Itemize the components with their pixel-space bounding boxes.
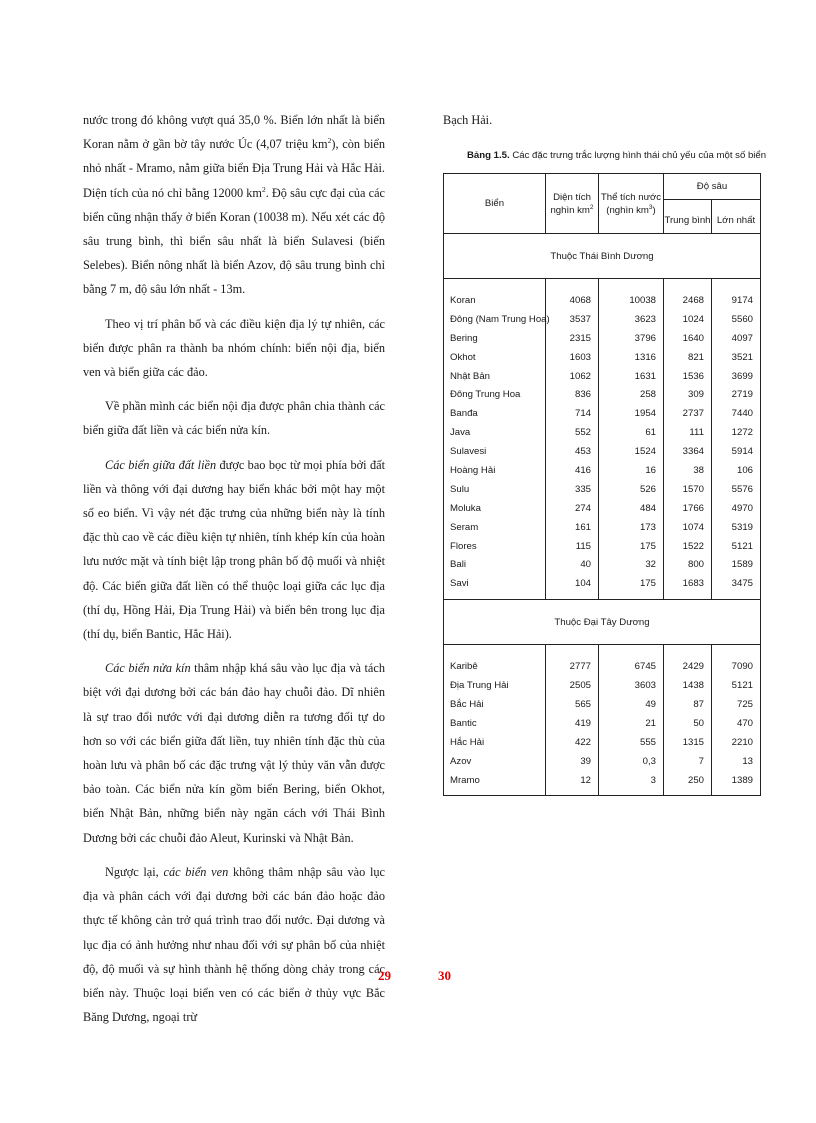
value-cell: 419 (546, 714, 599, 733)
value-cell: 470 (712, 714, 761, 733)
table-row (444, 367, 761, 386)
value-cell: 565 (546, 695, 599, 714)
value-cell: 800 (664, 555, 712, 574)
continuation-text: Bạch Hải. (443, 113, 493, 127)
value-cell: 309 (664, 385, 712, 404)
value-cell: 6745 (599, 657, 664, 676)
header-sea: Biển (444, 174, 546, 234)
table-row (444, 676, 761, 695)
sea-name-cell: Okhot (444, 348, 546, 367)
value-cell: 13 (712, 752, 761, 771)
value-cell: 4970 (712, 499, 761, 518)
value-cell: 274 (546, 499, 599, 518)
value-cell: 9174 (712, 291, 761, 310)
value-cell: 115 (546, 537, 599, 556)
table-row (444, 555, 761, 574)
value-cell: 5319 (712, 518, 761, 537)
value-cell: 1683 (664, 574, 712, 593)
value-cell: 61 (599, 423, 664, 442)
value-cell: 1766 (664, 499, 712, 518)
header-area: Diện tích nghìn $km^2$ (546, 174, 599, 234)
value-cell: 2468 (664, 291, 712, 310)
value-cell: 7 (664, 752, 712, 771)
value-cell: 2210 (712, 733, 761, 752)
table-row (444, 537, 761, 556)
value-cell: 12 (546, 771, 599, 790)
paragraph-1: nước trong đó không vượt quá 35,0 %. Biển lớn nhất là biển Koran nằm ở gần bờ tây nước Úc (4,07 triệu $km^2$), còn biển nhỏ nhất - Mramo, nằm giữa biển Địa Trung Hải và Hắc Hải. Diện tích của nó chỉ bằng 12000 $km^2$. Độ sâu cực đại của các biển cũng nhận thấy ở biển Koran (10038 m). Nếu xét các độ sâu trung bình, thì biển sâu nhất là biển Sulavesi (biển Selebes). Biển nông nhất là biển Azov, độ sâu trung bình chỉ bằng 7 m, độ sâu lớn nhất - 13m. (83, 113, 386, 297)
value-cell: 3475 (712, 574, 761, 593)
table-row (444, 518, 761, 537)
value-cell: 1024 (664, 310, 712, 329)
value-cell: 1074 (664, 518, 712, 537)
table-row (444, 329, 761, 348)
sea-name-cell: Mramo (444, 771, 546, 790)
table-row (444, 574, 761, 593)
sea-name-cell: Bali (444, 555, 546, 574)
value-cell: 1640 (664, 329, 712, 348)
value-cell: 1570 (664, 480, 712, 499)
header-depth-avg: Trung bình (664, 200, 712, 234)
table-body-atlantic (444, 600, 761, 796)
table-row (444, 480, 761, 499)
table-row (444, 714, 761, 733)
sea-name-cell: Sulu (444, 480, 546, 499)
value-cell: 453 (546, 442, 599, 461)
sea-name-cell: Bantic (444, 714, 546, 733)
sea-name-cell: Bắc Hải (444, 695, 546, 714)
value-cell: 2429 (664, 657, 712, 676)
group-pacific: Thuộc Thái Bình Dương (444, 234, 761, 279)
value-cell: 2777 (546, 657, 599, 676)
value-cell: 2737 (664, 404, 712, 423)
value-cell: 3699 (712, 367, 761, 386)
value-cell: 4097 (712, 329, 761, 348)
table-caption: Bảng 1.5. Các đặc trưng trắc lượng hình thái chủ yếu của một số biển (467, 150, 767, 161)
table-row (444, 310, 761, 329)
value-cell: 1316 (599, 348, 664, 367)
value-cell: 5121 (712, 537, 761, 556)
sea-name-cell: Java (444, 423, 546, 442)
value-cell: 40 (546, 555, 599, 574)
value-cell: 250 (664, 771, 712, 790)
value-cell: 10038 (599, 291, 664, 310)
value-cell: 3623 (599, 310, 664, 329)
value-cell: 2719 (712, 385, 761, 404)
value-cell: 258 (599, 385, 664, 404)
value-cell: 5914 (712, 442, 761, 461)
table-row (444, 404, 761, 423)
table-row (444, 348, 761, 367)
sea-name-cell: Hoàng Hải (444, 461, 546, 480)
sea-name-cell: Bering (444, 329, 546, 348)
value-cell: 7440 (712, 404, 761, 423)
value-cell: 526 (599, 480, 664, 499)
sea-characteristics-table (443, 173, 761, 796)
sea-name-cell: Flores (444, 537, 546, 556)
value-cell: 1954 (599, 404, 664, 423)
value-cell: 1589 (712, 555, 761, 574)
value-cell: 175 (599, 574, 664, 593)
sea-name-cell: Nhật Bản (444, 367, 546, 386)
value-cell: 5121 (712, 676, 761, 695)
table-row (444, 291, 761, 310)
header-volume: Thể tích nước (nghìn $km^3$) (599, 174, 664, 234)
value-cell: 49 (599, 695, 664, 714)
value-cell: 1438 (664, 676, 712, 695)
sea-name-cell: Savi (444, 574, 546, 593)
table-row (444, 461, 761, 480)
value-cell: 1272 (712, 423, 761, 442)
value-cell: 7090 (712, 657, 761, 676)
value-cell: 175 (599, 537, 664, 556)
table-body (444, 234, 761, 600)
table-row (444, 752, 761, 771)
sea-name-cell: Hắc Hải (444, 733, 546, 752)
value-cell: 2505 (546, 676, 599, 695)
value-cell: 3521 (712, 348, 761, 367)
value-cell: 1631 (599, 367, 664, 386)
value-cell: 821 (664, 348, 712, 367)
value-cell: 1603 (546, 348, 599, 367)
value-cell: 1522 (664, 537, 712, 556)
sea-name-cell: Azov (444, 752, 546, 771)
value-cell: 555 (599, 733, 664, 752)
table-row (444, 423, 761, 442)
table-row (444, 442, 761, 461)
value-cell: 21 (599, 714, 664, 733)
value-cell: 3537 (546, 310, 599, 329)
value-cell: 422 (546, 733, 599, 752)
value-cell: 552 (546, 423, 599, 442)
table-row (444, 499, 761, 518)
value-cell: 161 (546, 518, 599, 537)
value-cell: 335 (546, 480, 599, 499)
table-row (444, 385, 761, 404)
value-cell: 106 (712, 461, 761, 480)
sea-name-cell: Đông Trung Hoa (444, 385, 546, 404)
sea-name-cell: Karibê (444, 657, 546, 676)
sea-name-cell: Seram (444, 518, 546, 537)
header-depth: Độ sâu (664, 174, 761, 200)
value-cell: 4068 (546, 291, 599, 310)
table-row (444, 771, 761, 790)
page-number-right: 30 (438, 968, 451, 983)
value-cell: 714 (546, 404, 599, 423)
value-cell: 5576 (712, 480, 761, 499)
value-cell: 3364 (664, 442, 712, 461)
value-cell: 32 (599, 555, 664, 574)
paragraph-3: Về phần mình các biển nội địa được phân chia thành các biển giữa đất liền và các biển nửa kín. (83, 399, 385, 438)
page-number-left: 29 (378, 968, 391, 983)
value-cell: 484 (599, 499, 664, 518)
right-page (443, 108, 767, 796)
table-row (444, 657, 761, 676)
paragraph-5: Các biển nửa kín thâm nhập khá sâu vào lục địa và tách biệt với đại dương bởi các bán đảo hay chuỗi đảo. Dĩ nhiên là sự trao đổi nước với đại dương diễn ra tương đối tự do hơn so với các biển giữa đất liền, tuy nhiên tính đặc thù của hoàn lưu và phân bố các đặc trưng vật lý thủy văn vẫn được bảo toàn. Các biển nửa kín gồm biển Bering, biển Okhot, biển Nhật Bản, những biển này ngăn cách với Thái Bình Dương bởi các chuỗi đảo Aleut, Kurinski và Nhật Bản. (83, 661, 385, 845)
value-cell: 3796 (599, 329, 664, 348)
value-cell: 0,3 (599, 752, 664, 771)
value-cell: 3603 (599, 676, 664, 695)
value-cell: 173 (599, 518, 664, 537)
value-cell: 104 (546, 574, 599, 593)
sea-name-cell: Koran (444, 291, 546, 310)
sea-name-cell: Moluka (444, 499, 546, 518)
header-depth-max: Lớn nhất (712, 200, 761, 234)
value-cell: 50 (664, 714, 712, 733)
value-cell: 16 (599, 461, 664, 480)
paragraph-2: Theo vị trí phân bố và các điều kiện địa lý tự nhiên, các biển được phân ra thành ba nhóm chính: biển nội địa, biển ven và biển giữa các đảo. (83, 316, 385, 380)
value-cell: 1062 (546, 367, 599, 386)
value-cell: 725 (712, 695, 761, 714)
sea-name-cell: Banđa (444, 404, 546, 423)
value-cell: 1389 (712, 771, 761, 790)
left-page-text (83, 108, 385, 1039)
table-row (444, 733, 761, 752)
paragraph-6: Ngược lại, các biển ven không thâm nhập sâu vào lục địa và phân cách với đại dương bởi các bán đảo hoặc đảo thực tế không cản trở quá trình trao đổi nước. Đại dương và lục địa có ảnh hưởng như nhau đối với sự phân bố của nhiệt độ, độ muối và sự hình thành hệ thống dòng chảy trong các biển này. Thuộc loại biển ven có các biển ở thủy vực Bắc Băng Dương, ngoại trừ (83, 864, 386, 1025)
value-cell: 38 (664, 461, 712, 480)
value-cell: 416 (546, 461, 599, 480)
sea-name-cell: Sulavesi (444, 442, 546, 461)
paragraph-4: Các biển giữa đất liền được bao bọc từ mọi phía bởi đất liền và thông với đại dương hay biển khác bởi một hay một số eo biển. Vì vậy nét đặc trưng của những biển này là tính đặc thù cao về các điều kiện tự nhiên, tính khép kín của hoàn lưu nước mặt và tính biệt lập trong phân bố độ muối và nhiệt độ. Các biển giữa đất liền có thể thuộc loại giữa các lục địa (thí dụ, Hồng Hải, Địa Trung Hải) và biển bên trong lục địa (thí dụ, biển Bantic, Hắc Hải). (83, 457, 385, 642)
value-cell: 87 (664, 695, 712, 714)
sea-name-cell: Đông (Nam Trung Hoa) (444, 310, 546, 329)
sea-name-cell: Địa Trung Hải (444, 676, 546, 695)
value-cell: 1524 (599, 442, 664, 461)
value-cell: 2315 (546, 329, 599, 348)
value-cell: 39 (546, 752, 599, 771)
value-cell: 5560 (712, 310, 761, 329)
value-cell: 836 (546, 385, 599, 404)
value-cell: 3 (599, 771, 664, 790)
value-cell: 1536 (664, 367, 712, 386)
value-cell: 111 (664, 423, 712, 442)
value-cell: 1315 (664, 733, 712, 752)
table-row (444, 695, 761, 714)
group-atlantic: Thuộc Đại Tây Dương (444, 600, 761, 645)
